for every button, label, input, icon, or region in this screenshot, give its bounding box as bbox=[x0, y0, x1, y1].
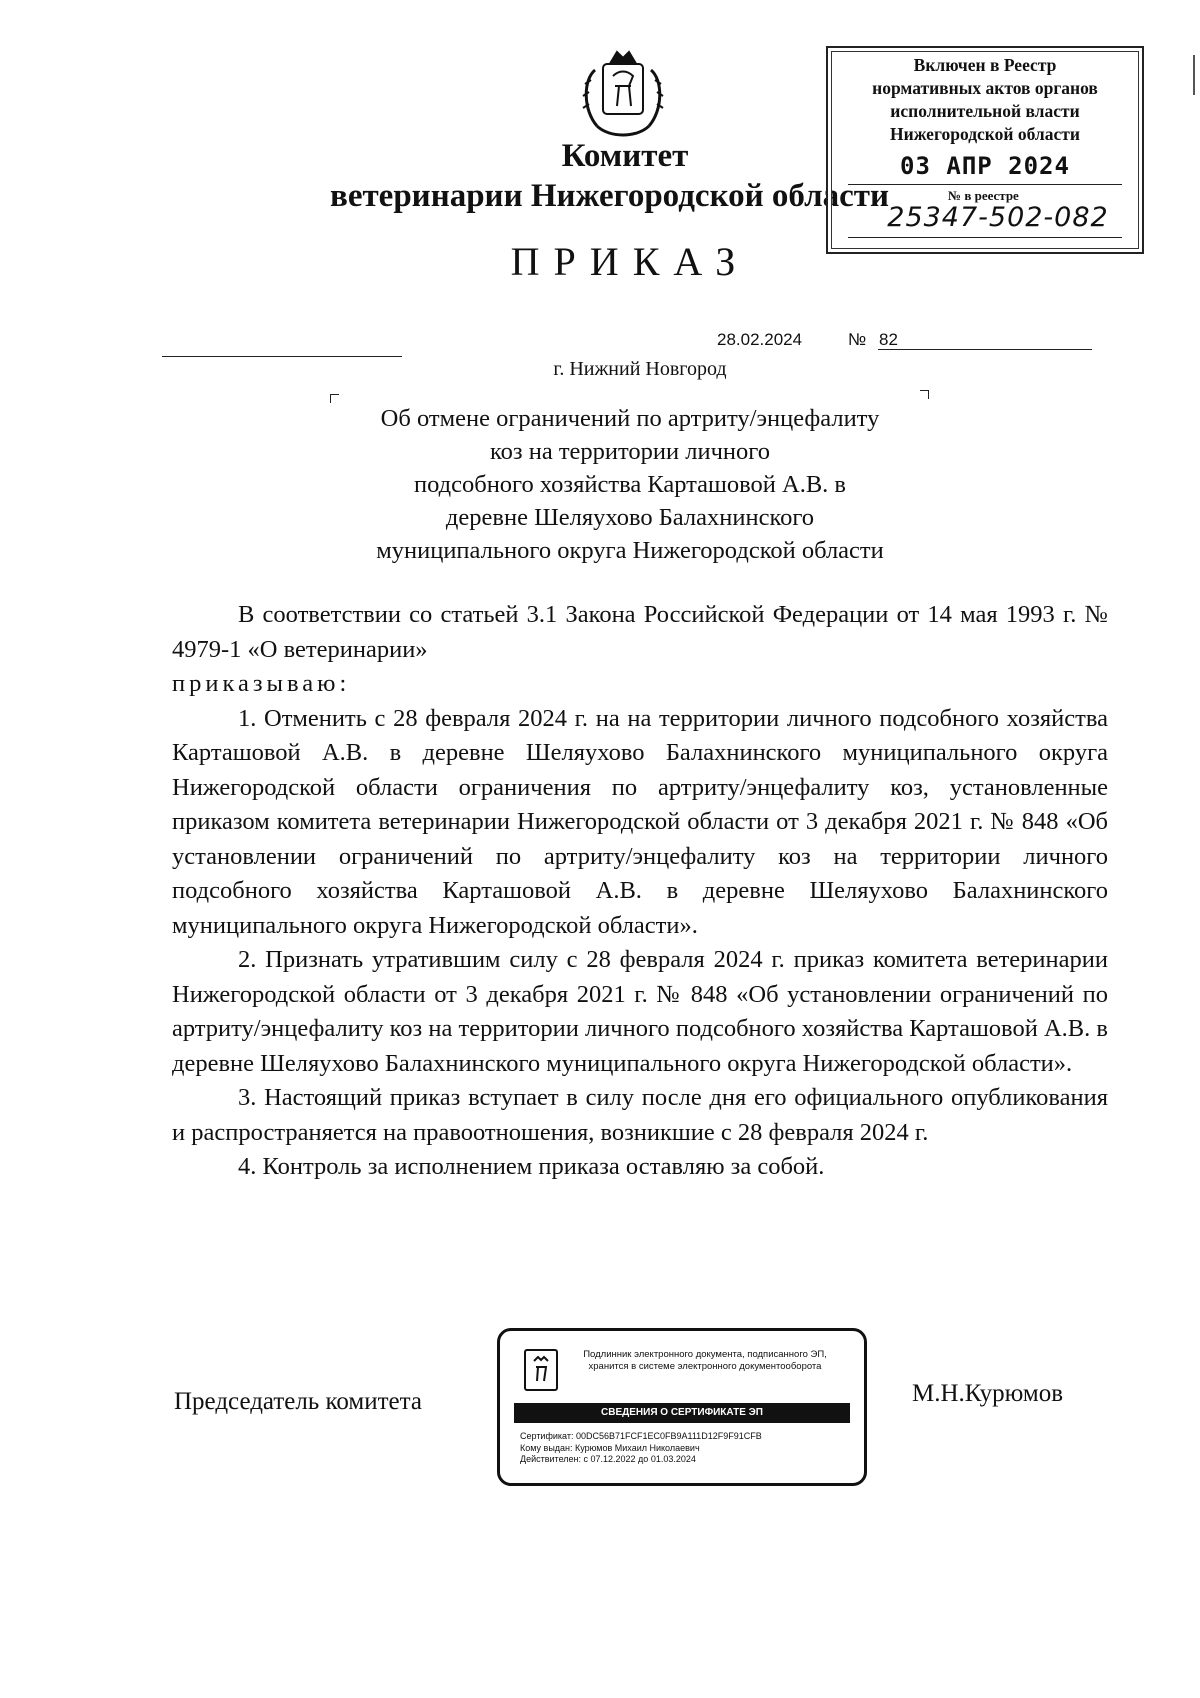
order-number: 82 bbox=[879, 330, 898, 349]
subject-line: подсобного хозяйства Карташовой А.В. в bbox=[413, 471, 847, 498]
registry-line4: Нижегородской области bbox=[890, 124, 1080, 144]
registry-stamp-text bbox=[828, 54, 1142, 146]
registry-divider bbox=[848, 237, 1122, 238]
order-body bbox=[172, 598, 1108, 1185]
order-date: 28.02.2024 bbox=[717, 330, 803, 349]
registry-line1: Включен в Реестр bbox=[913, 55, 1057, 75]
order-item-3: 3. Настоящий приказ вступает в силу после дня его официального опубликования и распространяется на правоотношения, возникшие с 28 февраля 2024 г. bbox=[172, 1084, 1108, 1146]
bracket-corner-right bbox=[920, 390, 929, 399]
scan-edge-mark bbox=[1193, 55, 1195, 95]
order-subject bbox=[330, 402, 930, 567]
coat-of-arms-emblem bbox=[575, 40, 671, 150]
org-name-line1: Комитет bbox=[561, 138, 689, 174]
order-item-4: 4. Контроль за исполнением приказа оставляю за собой. bbox=[238, 1153, 825, 1180]
registry-number: 25347-502-082 bbox=[887, 202, 1109, 233]
esign-header-line: Подлинник электронного документа, подписанного ЭП, bbox=[583, 1349, 827, 1360]
registry-divider bbox=[848, 184, 1122, 185]
registry-line2: нормативных актов органов bbox=[872, 78, 1098, 98]
number-underline bbox=[878, 349, 1092, 350]
esign-issued-to: Кому выдан: Курюмов Михаил Николаевич bbox=[520, 1442, 700, 1453]
order-item-1: 1. Отменить с 28 февраля 2024 г. на на территории личного подсобного хозяйства Карташовой А.В. в деревне Шеляухово Балахнинского муниципального округа Нижегородской области ограничения по артриту/энцефалиту коз, установленные приказом комитета ветеринарии Нижегородской области от 3 декабря 2021 г. № 848 «Об установлении ограничений по артриту/энцефалиту коз на территории личного подсобного хозяйства Карташовой А.В. в деревне Шеляухово Балахнинского муниципального округа Нижегородской области». bbox=[172, 704, 1108, 939]
number-sign: № bbox=[848, 330, 867, 349]
subject-line: деревне Шеляухово Балахнинского bbox=[445, 504, 815, 531]
esign-valid: Действителен: с 07.12.2022 до 01.03.2024 bbox=[520, 1454, 696, 1464]
order-word: приказываю: bbox=[172, 670, 351, 697]
esign-cert: Сертификат: 00DC56B71FCF1EC0FB9A111D12F9F91CFB bbox=[520, 1431, 762, 1441]
esign-cert-bar: СВЕДЕНИЯ О СЕРТИФИКАТЕ ЭП bbox=[514, 1403, 850, 1423]
registry-line3: исполнительной власти bbox=[890, 101, 1080, 121]
subject-line: коз на территории личного bbox=[490, 438, 770, 465]
blank-line bbox=[162, 356, 402, 357]
subject-line: Об отмене ограничений по артриту/энцефалиту bbox=[380, 405, 880, 432]
deer-emblem-icon bbox=[524, 1349, 558, 1391]
org-name-line2: ветеринарии Нижегородской области bbox=[330, 178, 889, 214]
esign-header bbox=[560, 1349, 850, 1373]
registry-number-label: № в реестре bbox=[948, 188, 1019, 203]
esign-header-line: хранится в системе электронного документооборота bbox=[588, 1361, 822, 1372]
electronic-signature-stamp bbox=[497, 1328, 867, 1486]
preamble: В соответствии со статьей 3.1 Закона Российской Федерации от 14 мая 1993 г. № 4979-1 «О ветеринарии» bbox=[172, 601, 1108, 663]
doc-type-title: ПРИКАЗ bbox=[510, 239, 750, 284]
registry-stamp bbox=[826, 46, 1144, 254]
esign-details bbox=[520, 1431, 762, 1466]
registry-date: 03 АПР 2024 bbox=[900, 152, 1070, 180]
subject-line: муниципального округа Нижегородской области bbox=[376, 537, 884, 564]
city: г. Нижний Новгород bbox=[553, 358, 727, 380]
order-item-2: 2. Признать утратившим силу с 28 февраля 2024 г. приказ комитета ветеринарии Нижегородской области от 3 декабря 2021 г. № 848 «Об установлении ограничений по артриту/энцефалиту коз на территории личного подсобного хозяйства Карташовой А.В. в деревне Шеляухово Балахнинского муниципального округа Нижегородской области». bbox=[172, 946, 1108, 1077]
signer-name: М.Н.Курюмов bbox=[912, 1380, 1064, 1407]
signer-title: Председатель комитета bbox=[174, 1388, 422, 1415]
